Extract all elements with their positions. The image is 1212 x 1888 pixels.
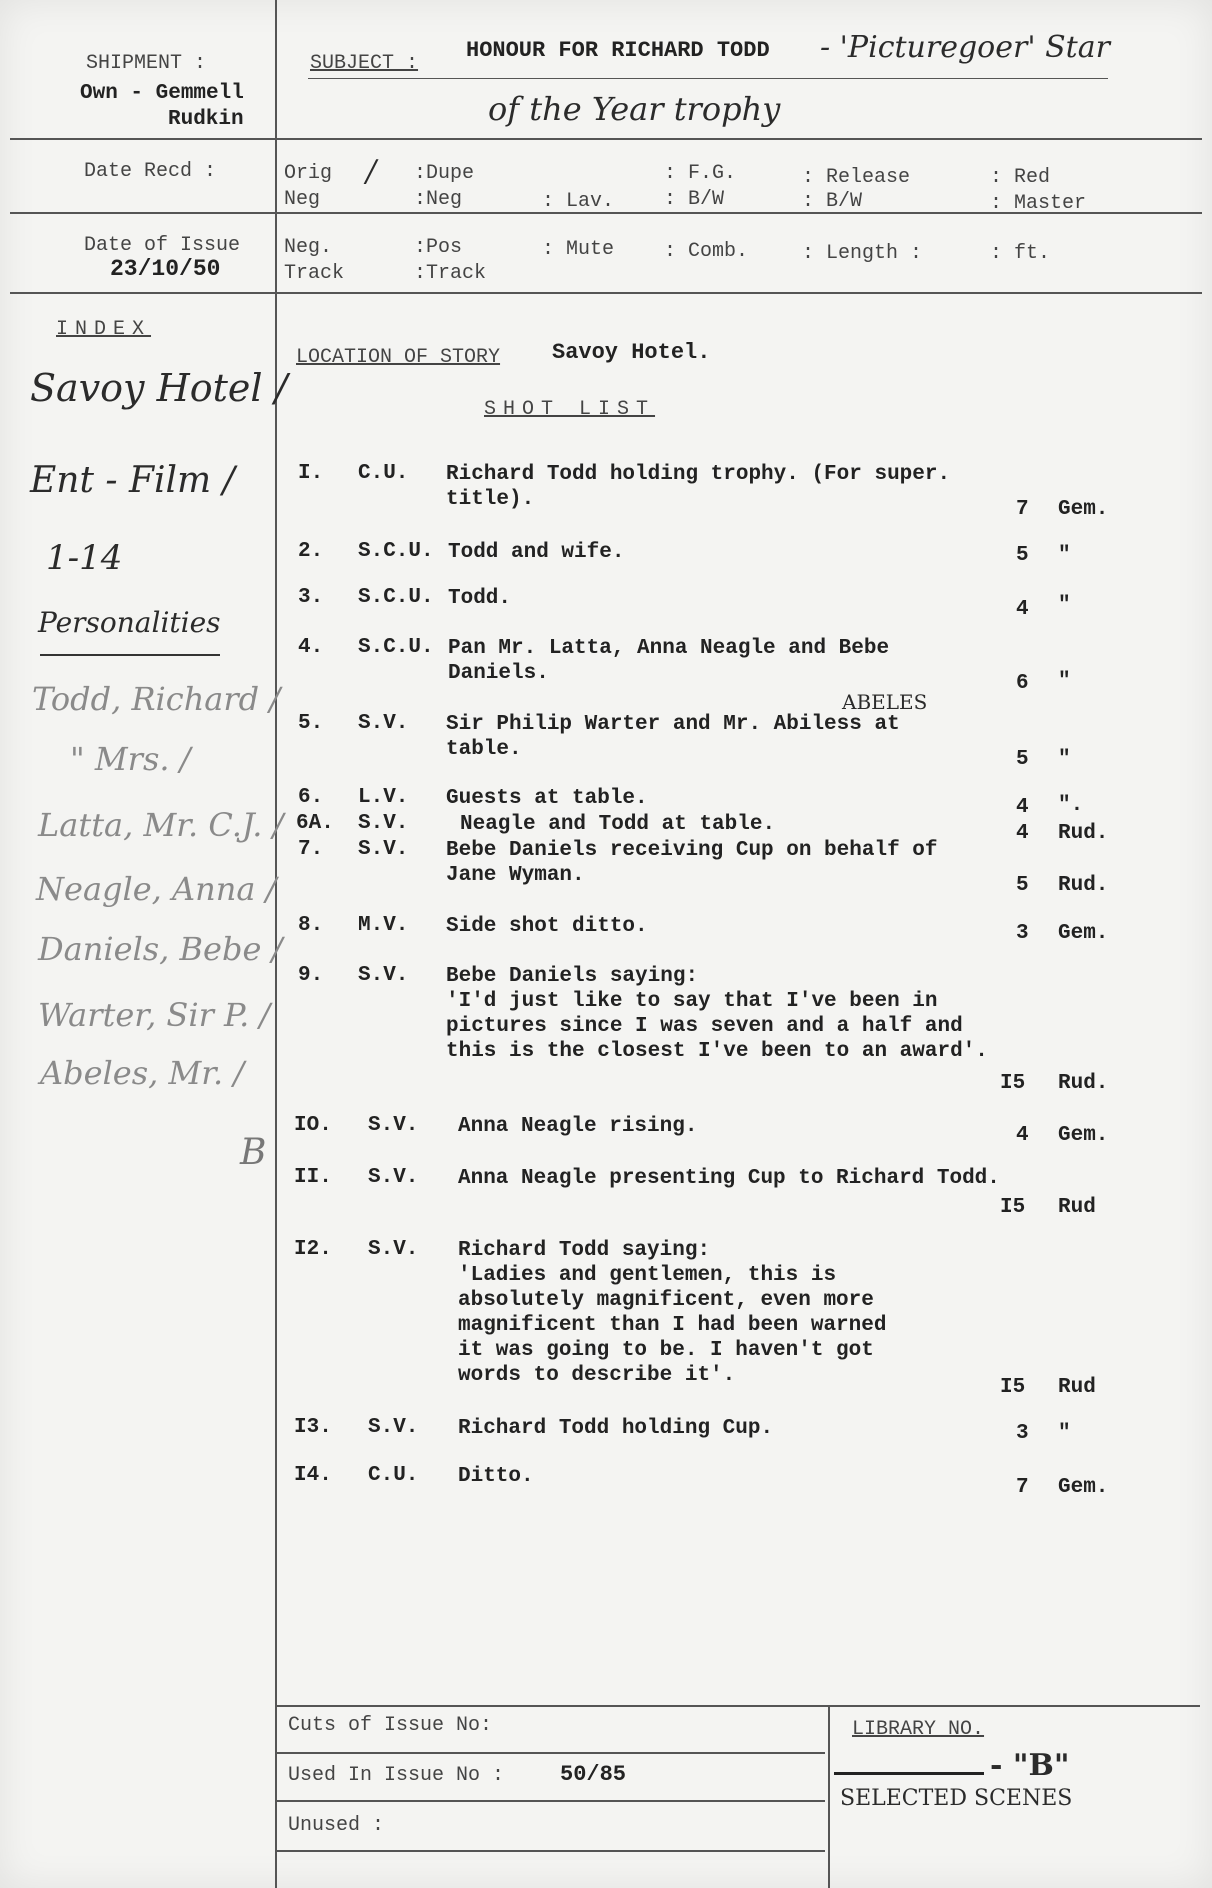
- shot-number: 6.: [298, 786, 324, 809]
- index-entry-range: 1-14: [46, 538, 123, 578]
- shot-source: Gem.: [1058, 922, 1109, 945]
- shot-description: Richard Todd holding Cup.: [458, 1417, 774, 1440]
- shot-number: I.: [298, 462, 324, 485]
- shot-number: I4.: [294, 1464, 332, 1487]
- pencil-entry-abeles: Abeles, Mr. /: [40, 1054, 245, 1092]
- shot-length: 4: [1016, 822, 1029, 845]
- shot-source: Rud.: [1058, 1072, 1109, 1095]
- pencil-entry-warter: Warter, Sir P. /: [38, 996, 271, 1034]
- rule-footer-row2: [275, 1800, 825, 1802]
- pencil-entry-todd: Todd, Richard /: [32, 680, 281, 718]
- rule-above-footer: [275, 1705, 1200, 1707]
- orig-tick-mark: /: [366, 154, 377, 189]
- shot-length: 6: [1016, 672, 1029, 695]
- neg-track-label: Track: [284, 262, 345, 285]
- shot-camera: C.U.: [358, 462, 409, 485]
- location-value: Savoy Hotel.: [552, 340, 711, 365]
- index-entry-savoy: Savoy Hotel /: [30, 366, 288, 410]
- shot-length: 4: [1016, 598, 1029, 621]
- shot-camera: M.V.: [358, 914, 409, 937]
- shot-camera: S.V.: [358, 812, 409, 835]
- pencil-entry-daniels: Daniels, Bebe /: [38, 930, 283, 968]
- ft-label: : ft.: [990, 242, 1051, 265]
- shot-length: 4: [1016, 1124, 1029, 1147]
- shot-source: ".: [1058, 794, 1084, 817]
- length-label: : Length :: [802, 242, 923, 265]
- location-label: LOCATION OF STORY: [296, 346, 501, 369]
- shot-length: 7: [1016, 498, 1029, 521]
- lav-label: : Lav.: [542, 190, 615, 213]
- subject-label: SUBJECT :: [310, 52, 419, 75]
- shot-number: 7.: [298, 838, 324, 861]
- shot-description: Todd.: [448, 587, 512, 610]
- shot-description: Pan Mr. Latta, Anna Neagle and Bebe Daniels.: [448, 637, 890, 685]
- index-entry-personalities: Personalities: [38, 606, 221, 639]
- shot-camera: S.C.U.: [358, 540, 434, 563]
- shot-description: Anna Neagle presenting Cup to Richard Todd.: [458, 1167, 1000, 1190]
- date-recd-label: Date Recd :: [84, 160, 217, 183]
- rule-footer-row3: [275, 1850, 825, 1852]
- shot-camera: S.V.: [368, 1238, 419, 1261]
- shot-length: I5: [1000, 1196, 1026, 1219]
- date-of-issue-label: Date of Issue: [84, 234, 241, 257]
- shot-number: I3.: [294, 1416, 332, 1439]
- shot-camera: S.C.U.: [358, 636, 434, 659]
- orig-neg-label: Neg: [284, 188, 321, 211]
- shot-description: Ditto.: [458, 1465, 534, 1488]
- shot-source: Rud: [1058, 1376, 1096, 1399]
- pos-track-label: :Track: [414, 262, 487, 285]
- shot-number: 5.: [298, 712, 324, 735]
- shot-source: Rud: [1058, 1196, 1096, 1219]
- shot-source: Rud.: [1058, 874, 1109, 897]
- unused-label: Unused :: [288, 1814, 385, 1837]
- shot-number: 2.: [298, 540, 324, 563]
- shot-source: ": [1058, 1422, 1071, 1445]
- pencil-entry-latta: Latta, Mr. C.J. /: [38, 806, 284, 844]
- dupe-neg-label: :Neg: [414, 188, 463, 211]
- index-heading: INDEX: [56, 318, 152, 341]
- used-in-issue-value: 50/85: [560, 1762, 627, 1787]
- shot-camera: S.V.: [358, 838, 409, 861]
- shot-length: 3: [1016, 922, 1029, 945]
- shot-length: 5: [1016, 748, 1029, 771]
- library-hand-line2: SELECTED SCENES: [840, 1786, 1073, 1811]
- shot-source: ": [1058, 670, 1071, 693]
- rule-below-date-issue: [10, 292, 1202, 294]
- rule-footer-row1: [275, 1752, 825, 1754]
- cuts-of-issue-label: Cuts of Issue No:: [288, 1714, 493, 1737]
- library-struck-text: [834, 1772, 984, 1775]
- shot-number: I2.: [294, 1238, 332, 1261]
- index-entry-film: Ent - Film /: [30, 460, 235, 501]
- shot-description: Anna Neagle rising.: [458, 1115, 698, 1138]
- pos-label: :Pos: [414, 236, 463, 259]
- index-divider: [40, 654, 220, 656]
- shot-description: Neagle and Todd at table.: [460, 813, 776, 836]
- orig-label: Orig: [284, 162, 333, 185]
- shot-description: Bebe Daniels saying: 'I'd just like to say that I've been in pictures since I was seven and a half and this is the closest I've been to an award'.: [446, 965, 988, 1063]
- pencil-entry-mrs: " Mrs. /: [70, 740, 191, 778]
- red-label: : Red: [990, 166, 1051, 189]
- rule-below-header: [10, 138, 1202, 140]
- shot-description: Richard Todd saying: 'Ladies and gentlemen, this is absolutely magnificent, even more magnificent than I had been warned it was going to be. I haven't got words to describe it'.: [458, 1239, 887, 1387]
- release-label: : Release: [802, 166, 911, 189]
- dupe-label: :Dupe: [414, 162, 475, 185]
- shot-length: I5: [1000, 1072, 1026, 1095]
- shot-length: 5: [1016, 544, 1029, 567]
- subject-underline: [308, 78, 1108, 79]
- shot-source: ": [1058, 544, 1071, 567]
- rule-footer-divider: [828, 1705, 830, 1888]
- shot-number: 6A.: [296, 812, 334, 835]
- neg-label: Neg.: [284, 236, 333, 259]
- shot-description: Bebe Daniels receiving Cup on behalf of Jane Wyman.: [446, 839, 938, 887]
- shot-camera: S.V.: [358, 964, 409, 987]
- subject-typed: HONOUR FOR RICHARD TODD: [466, 38, 770, 63]
- used-in-issue-label: Used In Issue No :: [288, 1764, 505, 1787]
- pencil-entry-neagle: Neagle, Anna /: [36, 870, 277, 908]
- comb-label: : Comb.: [664, 240, 749, 263]
- library-no-label: LIBRARY NO.: [852, 1718, 985, 1741]
- shot-source: ": [1058, 748, 1071, 771]
- index-initial: B: [240, 1132, 267, 1173]
- date-of-issue-value: 23/10/50: [110, 256, 221, 282]
- shot-source: ": [1058, 594, 1071, 617]
- red-master-label: : Master: [990, 192, 1087, 215]
- library-hand-line1: - "B": [990, 1748, 1070, 1783]
- mute-label: : Mute: [542, 238, 615, 261]
- shot-source: Gem.: [1058, 1476, 1109, 1499]
- shot-description: Richard Todd holding trophy. (For super. title).: [446, 463, 951, 511]
- shipment-value-line1: Own - Gemmell: [80, 82, 244, 105]
- shot-length: 3: [1016, 1422, 1029, 1445]
- release-bw-label: : B/W: [802, 190, 863, 213]
- shot-number: 8.: [298, 914, 324, 937]
- subject-handwritten-1: - 'Picturegoer' Star: [820, 30, 1110, 65]
- shot-description: Todd and wife.: [448, 541, 625, 564]
- shot-length: 7: [1016, 1476, 1029, 1499]
- shot-number: IO.: [294, 1114, 332, 1137]
- shot-description: Guests at table.: [446, 787, 648, 810]
- shot-camera: S.V.: [368, 1166, 419, 1189]
- shot-length: I5: [1000, 1376, 1026, 1399]
- shot-hand-correction: ABELES: [842, 690, 928, 714]
- shot-number: 3.: [298, 586, 324, 609]
- shot-camera: S.C.U.: [358, 586, 434, 609]
- shot-number: 4.: [298, 636, 324, 659]
- shot-list-heading: SHOT LIST: [484, 398, 656, 421]
- fg-bw-label: : B/W: [664, 188, 725, 211]
- shot-camera: L.V.: [358, 786, 409, 809]
- shot-length: 4: [1016, 796, 1029, 819]
- shot-length: 5: [1016, 874, 1029, 897]
- shot-camera: S.V.: [368, 1416, 419, 1439]
- shot-description: Side shot ditto.: [446, 915, 648, 938]
- shot-camera: C.U.: [368, 1464, 419, 1487]
- shot-camera: S.V.: [368, 1114, 419, 1137]
- shot-source: Gem.: [1058, 1124, 1109, 1147]
- fg-label: : F.G.: [664, 162, 737, 185]
- subject-handwritten-2: of the Year trophy: [488, 90, 781, 128]
- shipment-label: SHIPMENT :: [86, 52, 207, 75]
- shot-source: Gem.: [1058, 498, 1109, 521]
- shot-number: II.: [294, 1166, 332, 1189]
- shipment-value-line2: Rudkin: [168, 108, 244, 131]
- shot-number: 9.: [298, 964, 324, 987]
- shot-description: Sir Philip Warter and Mr. Abiless at table.: [446, 713, 900, 761]
- shot-source: Rud.: [1058, 822, 1109, 845]
- shot-camera: S.V.: [358, 712, 409, 735]
